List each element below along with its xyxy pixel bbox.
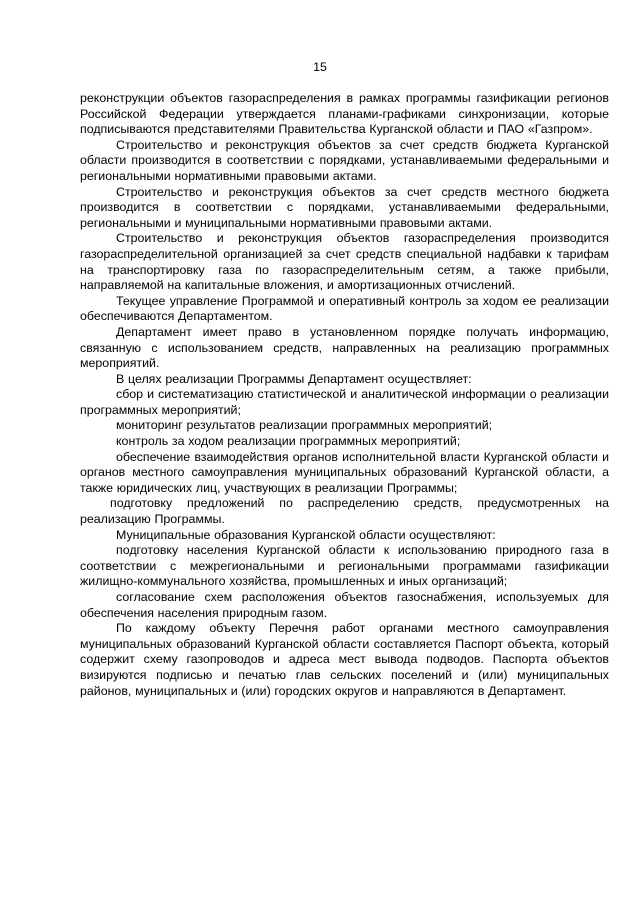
- list-item: подготовку населения Курганской области к использованию природного газа в соответствии с межрегиональными и региональными программами газификации жилищно-коммунального хозяйства, промышленных и иных организаций;: [80, 543, 609, 589]
- paragraph: Строительство и реконструкция объектов газораспределения производится газораспределительной организацией за счет средств специальной надбавки к тарифам на транспортировку газа по газораспределительным сетям, а также прибыли, направляемой на капитальные вложения, и амортизационных отчислений.: [80, 231, 609, 293]
- paragraph: реконструкции объектов газораспределения в рамках программы газификации регионов Российской Федерации утверждается планами-графиками синхронизации, которые подписываются представителями Правительства Курганской области и ПАО «Газпром».: [80, 91, 609, 137]
- list-item: сбор и систематизацию статистической и аналитической информации о реализации программных мероприятий;: [80, 387, 609, 417]
- paragraph: Муниципальные образования Курганской области осуществляют:: [116, 527, 496, 542]
- paragraph: Департамент имеет право в установленном порядке получать информацию, связанную с использованием средств, направленных на реализацию программных мероприятий.: [80, 324, 609, 371]
- paragraph: В целях реализации Программы Департамент осуществляет:: [116, 371, 472, 386]
- document-body: [80, 91, 609, 699]
- paragraph: Строительство и реконструкция объектов за счет средств местного бюджета производится в соответствии с порядками, устанавливаемыми федеральными, региональными и муниципальными нормативными правовыми актами.: [80, 184, 609, 230]
- list-item: подготовку предложений по распределению средств, предусмотренных на реализацию Программы.: [80, 496, 609, 527]
- paragraph: Текущее управление Программой и оперативный контроль за ходом ее реализации обеспечиваются Департаментом.: [80, 293, 609, 324]
- list-item: согласование схем расположения объектов газоснабжения, используемых для обеспечения населения природным газом.: [80, 590, 609, 620]
- list-item: мониторинг результатов реализации программных мероприятий;: [116, 418, 493, 433]
- page-number: 15: [313, 60, 327, 74]
- paragraph: По каждому объекту Перечня работ органами местного самоуправления муниципальных образований Курганской области составляется Паспорт объекта, который содержит схему газопроводов и адреса мест вывода подводов. Паспорта объектов визируются подписью и печатью глав сельских поселений и (или) муниципальных районов, муниципальных и (или) городских округов и направляются в Департамент.: [80, 621, 609, 698]
- list-item: контроль за ходом реализации программных мероприятий;: [116, 434, 461, 449]
- list-item: обеспечение взаимодействия органов исполнительной власти Курганской области и органов местного самоуправления муниципальных образований Курганской области, а также юридических лиц, участвующих в реализации Программы;: [80, 449, 609, 495]
- paragraph: Строительство и реконструкция объектов за счет средств бюджета Курганской области производится в соответствии с порядками, устанавливаемыми федеральными и региональными нормативными правовыми актами.: [80, 137, 609, 183]
